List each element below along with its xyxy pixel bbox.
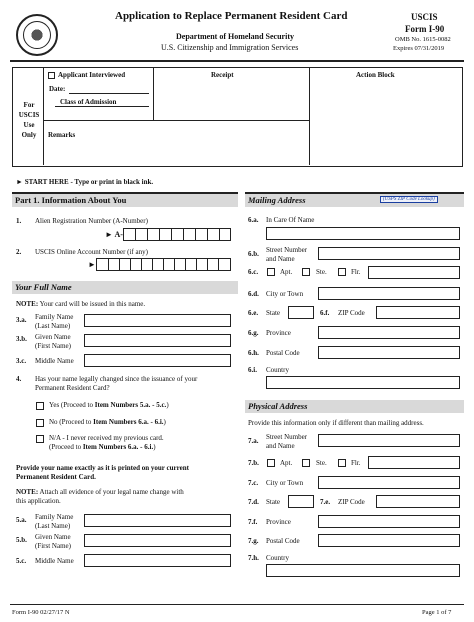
physical-street-input[interactable] [318, 434, 460, 447]
mailing-city-label: City or Town [266, 290, 304, 298]
item-number-6d: 6.d. [248, 290, 259, 298]
in-care-of-label: In Care Of Name [266, 216, 315, 224]
item-number-6c: 6.c. [248, 268, 259, 276]
mailing-street-input[interactable] [318, 247, 460, 260]
item-number-7a: 7.a. [248, 437, 259, 445]
dhs-seal-icon [16, 14, 58, 56]
mailing-flr-label: Flr. [351, 268, 361, 276]
uscis-use-only-box [12, 67, 463, 167]
physical-address-header [245, 400, 464, 413]
start-here-instruction: ► START HERE - Type or print in black ink. [16, 178, 154, 186]
a-number-prefix: ► A- [105, 230, 123, 239]
mailing-address-header [245, 194, 464, 207]
mailing-ste-label: Ste. [316, 268, 327, 276]
mailing-zip-label: ZIP Code [338, 309, 365, 317]
middle-name-input[interactable] [84, 354, 231, 367]
mailing-unit-input[interactable] [368, 266, 460, 279]
mailing-ste-checkbox[interactable] [302, 268, 310, 276]
item-number-7d: 7.d. [248, 498, 259, 506]
mailing-street-label: Street Number and Name [266, 246, 308, 263]
agency-name: U.S. Citizenship and Immigration Services [161, 43, 299, 52]
middle-name-label: Middle Name [35, 357, 74, 365]
header-divider [10, 60, 464, 62]
item-number-6h: 6.h. [248, 349, 259, 357]
expiration-date: Expires 07/31/2019 [393, 45, 445, 52]
physical-country-input[interactable] [266, 564, 460, 577]
department-name: Department of Homeland Security [176, 32, 294, 41]
receipt-label: Receipt [211, 71, 234, 79]
item-number-1: 1. [16, 217, 22, 225]
card-name-note: NOTE: Your card will be issued in this name. [16, 300, 146, 308]
physical-state-select[interactable] [288, 495, 314, 508]
part1-title: Part 1. Information About You [15, 195, 127, 205]
item-number-4: 4. [16, 375, 22, 383]
prior-family-name-input[interactable] [84, 514, 231, 527]
page-number: Page 1 of 7 [422, 609, 452, 616]
online-account-field[interactable] [96, 258, 231, 271]
family-name-input[interactable] [84, 314, 231, 327]
arrow-icon: ► [88, 260, 96, 269]
legal-name-change-note: NOTE: Attach all evidence of your legal name change with this application. [16, 488, 184, 505]
name-changed-na-label: N/A - I never received my previous card. (Proceed to Item Numbers 6.a. - 6.i.) [49, 434, 164, 451]
a-number-field[interactable] [123, 228, 231, 241]
name-changed-no-label: No (Proceed to Item Numbers 6.a. - 6.i.) [49, 418, 166, 426]
form-title: Application to Replace Permanent Resident Card [115, 10, 348, 22]
applicant-interviewed-checkbox[interactable] [48, 72, 55, 79]
physical-street-label: Street Number and Name [266, 433, 308, 450]
action-block-label: Action Block [356, 71, 395, 79]
physical-postal-input[interactable] [318, 534, 460, 547]
applicant-interviewed-label: Applicant Interviewed [58, 71, 126, 79]
item-number-3c: 3.c. [16, 357, 27, 365]
a-number-label: Alien Registration Number (A-Number) [35, 217, 148, 225]
full-name-header [12, 281, 238, 294]
mailing-flr-checkbox[interactable] [338, 268, 346, 276]
mailing-state-select[interactable] [288, 306, 314, 319]
physical-apt-label: Apt. [280, 459, 293, 467]
item-number-6a: 6.a. [248, 216, 259, 224]
date-label: Date: [49, 85, 66, 93]
mailing-province-label: Province [266, 329, 291, 337]
item-number-5b: 5.b. [16, 536, 27, 544]
usps-zip-lookup-button[interactable]: (USPS ZIP Code Lookup) [380, 196, 438, 203]
mailing-country-input[interactable] [266, 376, 460, 389]
mailing-apt-checkbox[interactable] [267, 268, 275, 276]
full-name-title: Your Full Name [15, 282, 72, 292]
name-changed-na-checkbox[interactable] [36, 435, 44, 443]
online-account-label: USCIS Online Account Number (if any) [35, 248, 148, 256]
mailing-state-label: State [266, 309, 280, 317]
item-number-7b: 7.b. [248, 459, 259, 467]
provide-current-name-instruction: Provide your name exactly as it is printed on your current Permanent Resident Card. [16, 464, 189, 481]
physical-apt-checkbox[interactable] [267, 459, 275, 467]
prior-middle-name-input[interactable] [84, 554, 231, 567]
item-number-6e: 6.e. [248, 309, 259, 317]
mailing-country-label: Country [266, 366, 289, 374]
physical-flr-label: Flr. [351, 459, 361, 467]
item-number-5c: 5.c. [16, 557, 27, 565]
physical-zip-input[interactable] [376, 495, 460, 508]
mailing-zip-input[interactable] [376, 306, 460, 319]
prior-family-name-label: Family Name (Last Name) [35, 513, 74, 530]
physical-zip-label: ZIP Code [338, 498, 365, 506]
form-edition: Form I-90 02/27/17 N [12, 609, 70, 616]
physical-city-input[interactable] [318, 476, 460, 489]
remarks-label: Remarks [48, 131, 76, 139]
physical-postal-label: Postal Code [266, 537, 300, 545]
mailing-city-input[interactable] [318, 287, 460, 300]
item-number-7c: 7.c. [248, 479, 259, 487]
footer-divider [10, 604, 464, 605]
in-care-of-input[interactable] [266, 227, 460, 240]
class-of-admission-label: Class of Admission [60, 98, 117, 106]
given-name-label: Given Name (First Name) [35, 333, 71, 350]
omb-number: OMB No. 1615-0082 [395, 36, 451, 43]
item-number-2: 2. [16, 248, 22, 256]
physical-province-input[interactable] [318, 515, 460, 528]
item-number-3a: 3.a. [16, 316, 27, 324]
mailing-postal-input[interactable] [318, 346, 460, 359]
item-number-3b: 3.b. [16, 335, 27, 343]
physical-city-label: City or Town [266, 479, 304, 487]
mailing-postal-label: Postal Code [266, 349, 300, 357]
name-changed-question: Has your name legally changed since the issuance of your Permanent Resident Card? [35, 375, 198, 392]
physical-country-label: Country [266, 554, 289, 562]
name-changed-yes-checkbox[interactable] [36, 402, 44, 410]
physical-province-label: Province [266, 518, 291, 526]
item-number-7h: 7.h. [248, 554, 259, 562]
prior-middle-name-label: Middle Name [35, 557, 74, 565]
physical-address-instruction: Provide this information only if different than mailing address. [248, 419, 424, 427]
item-number-7e: 7.e. [320, 498, 331, 506]
physical-ste-label: Ste. [316, 459, 327, 467]
part1-header [12, 194, 238, 207]
given-name-input[interactable] [84, 334, 231, 347]
mailing-apt-label: Apt. [280, 268, 293, 276]
name-changed-yes-label: Yes (Proceed to Item Numbers 5.a. - 5.c.) [49, 401, 169, 409]
item-number-6f: 6.f. [320, 309, 330, 317]
mailing-address-title: Mailing Address [248, 195, 306, 205]
prior-given-name-input[interactable] [84, 534, 231, 547]
family-name-label: Family Name (Last Name) [35, 313, 74, 330]
physical-flr-checkbox[interactable] [338, 459, 346, 467]
item-number-7f: 7.f. [248, 518, 258, 526]
for-uscis-use-only-label: For USCIS Use Only [18, 101, 40, 139]
mailing-province-input[interactable] [318, 326, 460, 339]
item-number-5a: 5.a. [16, 516, 27, 524]
item-number-6i: 6.i. [248, 366, 257, 374]
item-number-6g: 6.g. [248, 329, 259, 337]
item-number-7g: 7.g. [248, 537, 259, 545]
prior-given-name-label: Given Name (First Name) [35, 533, 71, 550]
physical-address-title: Physical Address [248, 401, 308, 411]
item-number-6b: 6.b. [248, 250, 259, 258]
name-changed-no-checkbox[interactable] [36, 419, 44, 427]
physical-state-label: State [266, 498, 280, 506]
uscis-label: USCIS [411, 12, 438, 22]
physical-unit-input[interactable] [368, 456, 460, 469]
form-number: Form I-90 [405, 24, 445, 34]
physical-ste-checkbox[interactable] [302, 459, 310, 467]
